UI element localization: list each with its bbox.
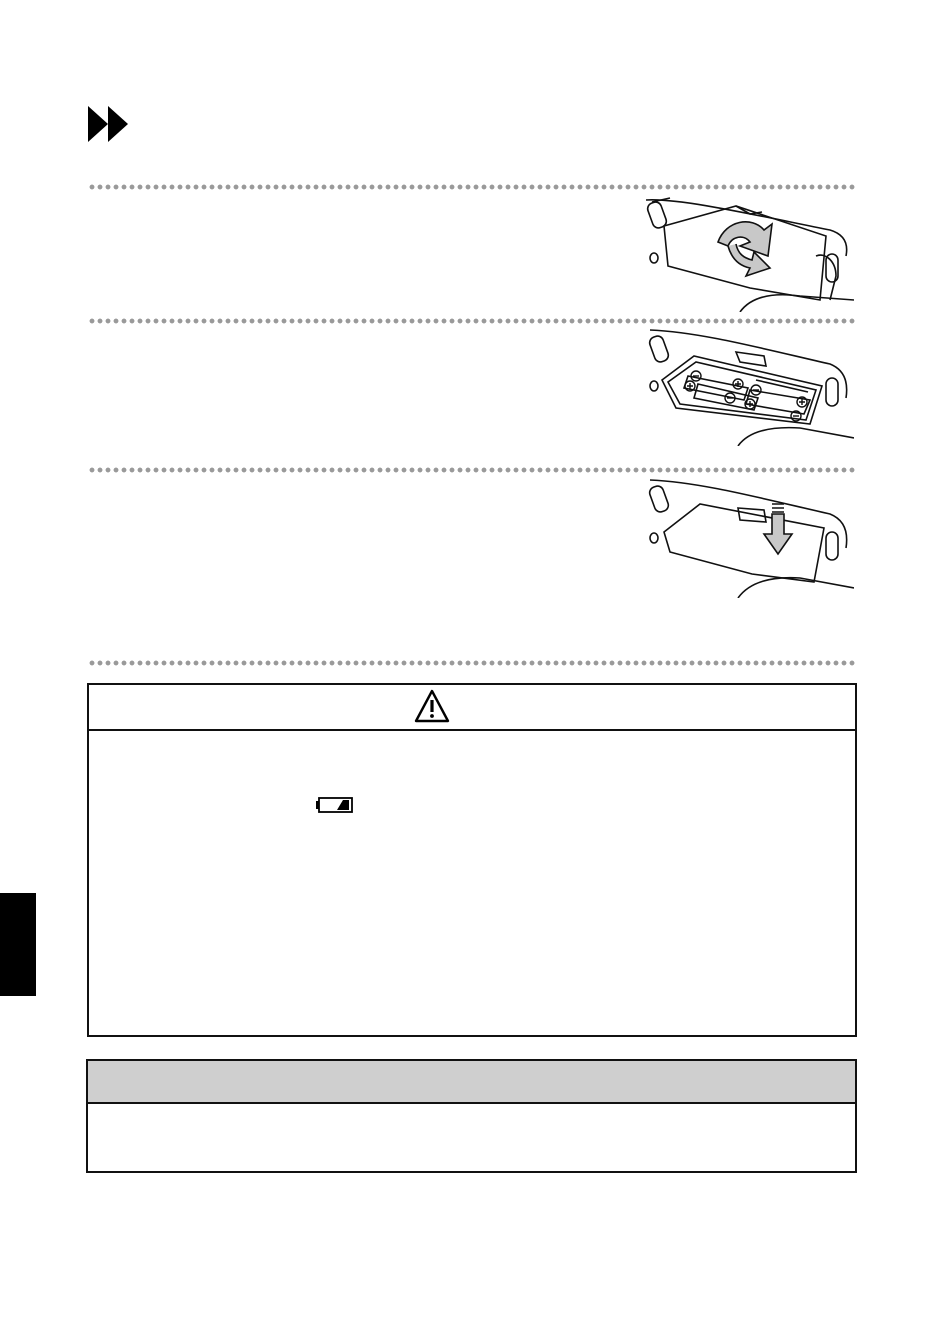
divider [88, 184, 856, 190]
caution-box [87, 683, 857, 1037]
divider [88, 318, 856, 324]
divider [88, 467, 856, 473]
caution-header [89, 685, 855, 731]
note-box [86, 1059, 857, 1173]
insert-batteries-illustration [640, 328, 854, 446]
divider [88, 660, 856, 666]
section-tab [0, 893, 36, 996]
open-battery-cover-illustration [640, 196, 854, 312]
low-battery-icon [315, 797, 353, 813]
fast-forward-icon [88, 104, 132, 144]
warning-triangle-icon [414, 689, 450, 723]
close-battery-cover-illustration [640, 478, 854, 598]
note-header [88, 1061, 855, 1104]
